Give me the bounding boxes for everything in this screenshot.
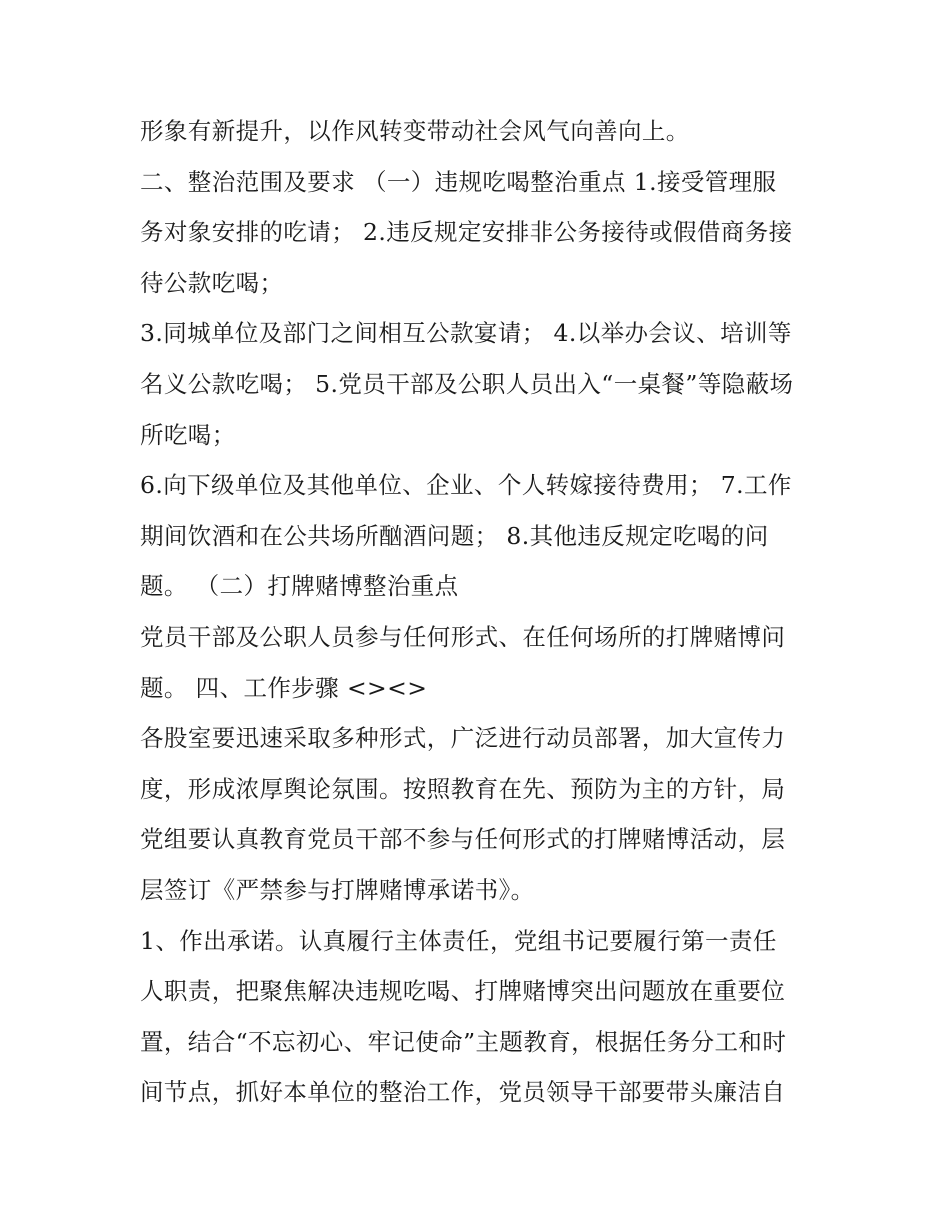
text-line: 间节点，抓好本单位的整治工作，党员领导干部要带头廉洁自 bbox=[140, 1078, 786, 1107]
text-line: 党组要认真教育党员干部不参与任何形式的打牌赌博活动，层 bbox=[140, 825, 786, 854]
text-line: 层签订《严禁参与打牌赌博承诺书》。 bbox=[140, 875, 535, 904]
text-line: 所吃喝； bbox=[140, 420, 236, 449]
text-line: 党员干部及公职人员参与任何形式、在任何场所的打牌赌博问 bbox=[140, 622, 786, 651]
text-line: 题。 四、工作步骤 <><> bbox=[140, 673, 428, 702]
text-line: 期间饮酒和在公共场所酗酒问题； 8.其他违反规定吃喝的问 bbox=[140, 521, 769, 550]
body-text bbox=[140, 106, 820, 1118]
text-line: 二、整治范围及要求 （一）违规吃喝整治重点 1.接受管理服 bbox=[140, 167, 777, 196]
text-line: 3.同城单位及部门之间相互公款宴请； 4.以举办会议、培训等 bbox=[140, 319, 792, 348]
text-line: 各股室要迅速采取多种形式，广泛进行动员部署，加大宣传力 bbox=[140, 724, 786, 753]
text-line: 形象有新提升，以作风转变带动社会风气向善向上。 bbox=[140, 117, 690, 145]
text-line: 待公款吃喝； bbox=[140, 268, 284, 297]
text-line: 度，形成浓厚舆论氛围。按照教育在先、预防为主的方针，局 bbox=[140, 774, 786, 803]
text-line: 人职责，把聚焦解决违规吃喝、打牌赌博突出问题放在重要位 bbox=[140, 977, 786, 1006]
text-line: 1、作出承诺。认真履行主体责任，党组书记要履行第一责任 bbox=[140, 926, 777, 955]
text-line: 名义公款吃喝； 5.党员干部及公职人员出入“一桌餐”等隐蔽场 bbox=[140, 369, 794, 398]
text-line: 务对象安排的吃请； 2.违反规定安排非公务接待或假借商务接 bbox=[140, 218, 793, 247]
text-line: 6.向下级单位及其他单位、企业、个人转嫁接待费用； 7.工作 bbox=[140, 471, 792, 500]
text-line: 置，结合“不忘初心、牢记使命”主题教育，根据任务分工和时 bbox=[140, 1027, 787, 1056]
text-line: 题。 （二）打牌赌博整治重点 bbox=[140, 572, 459, 601]
